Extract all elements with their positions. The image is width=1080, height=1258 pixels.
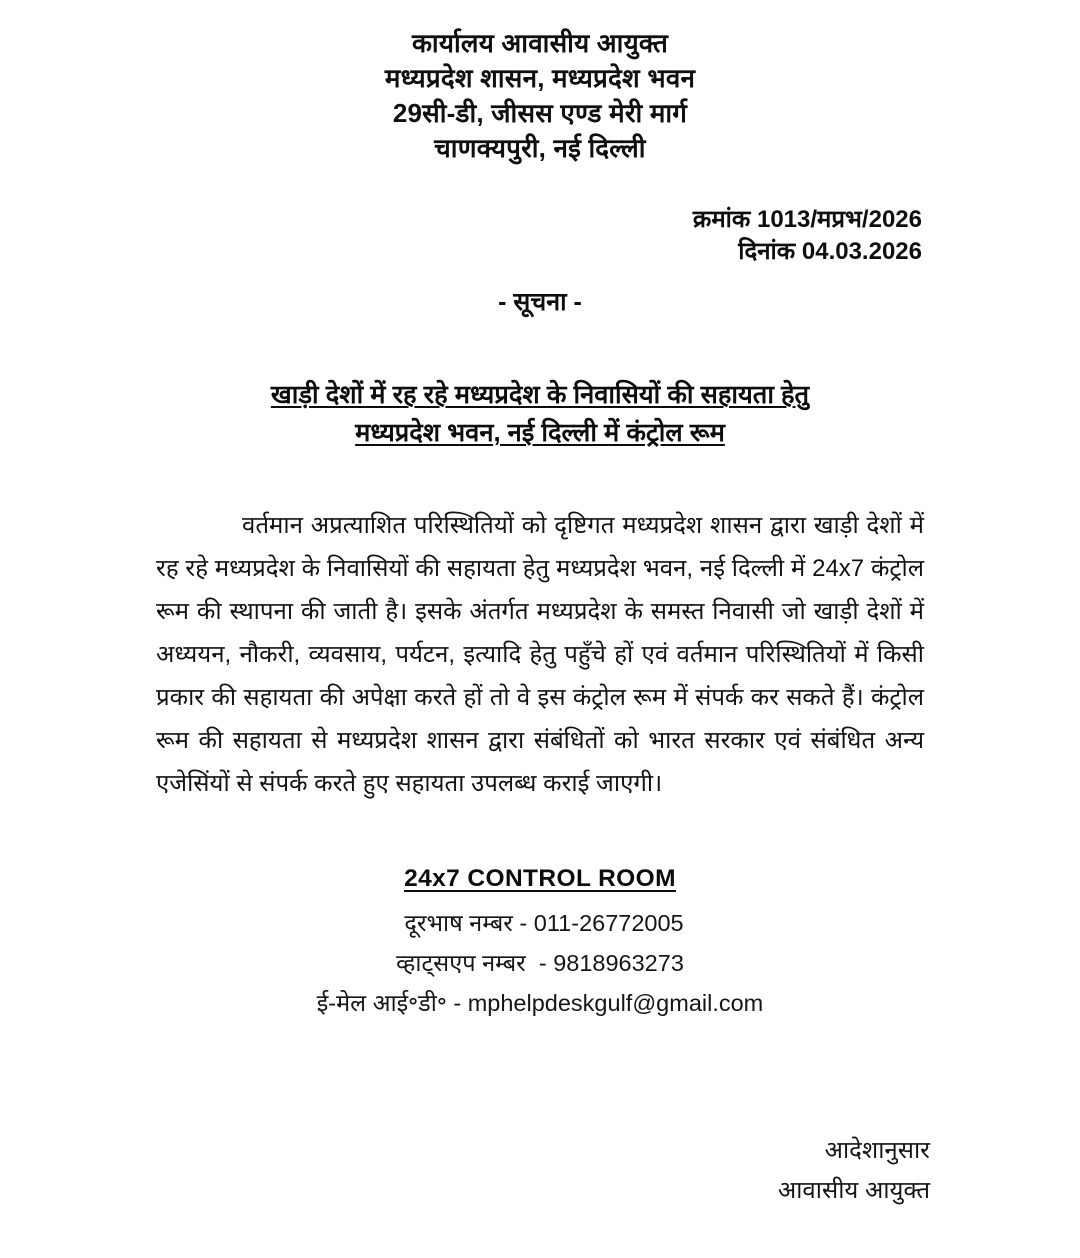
letterhead-line-street: 29सी-डी, जीसस एण्ड मेरी मार्ग	[392, 98, 688, 128]
letterhead-line-government: मध्यप्रदेश शासन, मध्यप्रदेश भवन	[384, 63, 696, 93]
body-paragraph: वर्तमान अप्रत्याशित परिस्थितियों को दृष्टिगत मध्यप्रदेश शासन द्वारा खाड़ी देशों में रह रहे मध्यप्रदेश के निवासियों की सहायता हेतु मध्यप्रदेश भवन, नई दिल्ली में 24x7 कंट्रोल रूम की स्थापना की जाती है। इसके अंतर्गत मध्यप्रदेश के समस्त निवासी जो खाड़ी देशों में अध्ययन, नौकरी, व्यवसाय, पर्यटन, इत्यादि हेतु पहुँचे हों एवं वर्तमान परिस्थितियों में किसी प्रकार की सहायता की अपेक्षा करते हों तो वे इस कंट्रोल रूम में संपर्क कर सकते हैं। कंट्रोल रूम की सहायता से मध्यप्रदेश शासन द्वारा संबंधितों को भारत सरकार एवं संबंधित अन्य एजेसिंयों से संपर्क करते हुए सहायता उपलब्ध कराई जाएगी।	[156, 512, 924, 797]
reference-block	[0, 204, 1080, 268]
document-title-line-2: मध्यप्रदेश भवन, नई दिल्ली में कंट्रोल रूम	[355, 419, 725, 447]
contact-phone: दूरभाष नम्बर - 011-26772005	[404, 910, 684, 936]
body-section	[156, 504, 924, 805]
reference-number: क्रमांक 1013/मप्रभ/2026	[692, 206, 922, 233]
notice-label: - सूचना -	[498, 288, 582, 316]
contact-list	[0, 903, 1080, 1023]
contact-email: ई-मेल आई॰डी॰ - mphelpdeskgulf@gmail.com	[316, 990, 764, 1016]
document-title-line-1: खाड़ी देशों में रह रहे मध्यप्रदेश के निवासियों की सहायता हेतु	[270, 381, 810, 409]
control-room-heading-wrap	[0, 865, 1080, 893]
letterhead	[0, 0, 1080, 166]
signature-by-order: आदेशानुसार	[824, 1137, 930, 1164]
letterhead-line-office: कार्यालय आवासीय आयुक्त	[411, 28, 669, 58]
reference-date: दिनांक 04.03.2026	[738, 238, 922, 265]
signature-designation: आवासीय आयुक्त	[777, 1177, 930, 1204]
document-title	[0, 376, 1080, 452]
control-room-block	[0, 865, 1080, 1023]
contact-whatsapp: व्हाट्सएप नम्बर - 9818963273	[396, 950, 684, 976]
letterhead-line-city: चाणक्यपुरी, नई दिल्ली	[434, 133, 646, 163]
control-room-heading: 24x7 CONTROL ROOM	[404, 865, 676, 892]
signature-block	[0, 1131, 1080, 1211]
